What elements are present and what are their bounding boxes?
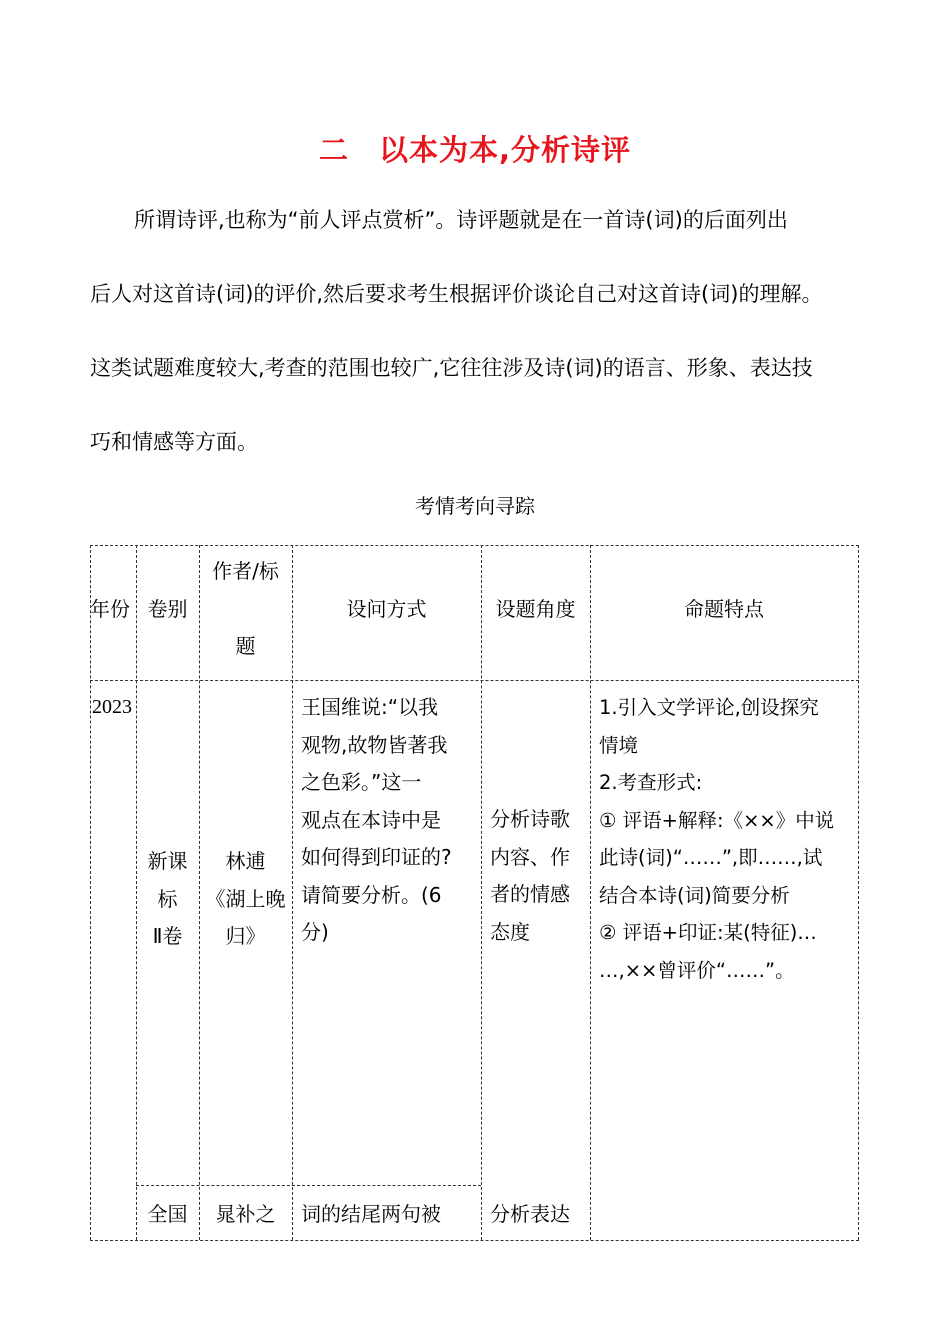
cell-features-line: 2.考查形式: [599,771,703,794]
section-heading: 二 以本为本,分析诗评 [318,133,632,167]
exam-trend-table [90,545,859,1240]
header-paper: 卷别 [147,597,188,621]
cell-paper-line: Ⅱ卷 [152,924,183,948]
cell-features-line: ① 评语+解释:《××》中说 [599,808,835,832]
header-question: 设问方式 [346,597,427,621]
cell-paper-line: 新课 [147,849,188,873]
header-features: 命题特点 [684,597,764,621]
cell-features-line: 此诗(词)“……”,即……,试 [599,846,823,869]
cell-author-title-2: 晁补之 [215,1202,276,1226]
header-author-title-line: 作者/标 [212,559,279,583]
header-year: 年份 [90,597,130,621]
header-angle: 设题角度 [495,597,576,621]
paragraph-line: 所谓诗评,也称为“前人评点赏析”。诗评题就是在一首诗(词)的后面列出 [134,208,788,232]
cell-paper-line: 标 [157,886,178,911]
cell-angle-line: 者的情感 [490,882,570,906]
table-caption: 考情考向寻踪 [415,494,535,518]
cell-paper-2: 全国 [147,1202,188,1226]
cell-features-line: 情境 [599,733,639,757]
paragraph-line: 巧和情感等方面。 [90,430,258,454]
header-author-title [199,553,292,665]
cell-features-line: 1.引入文学评论,创设探究 [599,696,819,719]
cell-year: 2023 [92,696,132,718]
cell-question-line: 请简要分析。(6 [301,882,442,907]
cell-features-line: 结合本诗(词)简要分析 [599,883,790,907]
cell-angle-line: 内容、作 [490,844,570,869]
cell-author-title-line: 《湖上晚 [205,886,286,911]
paragraph-line: 后人对这首诗(词)的评价,然后要求考生根据评价谈论自己对这首诗(词)的理解。 [90,282,823,306]
cell-features-line: …,××曾评价“……”。 [599,958,795,982]
cell-question-line: 观物,故物皆著我 [301,732,448,757]
cell-author-title-line: 林逋 [225,849,266,873]
cell-angle-line: 态度 [490,919,530,944]
cell-question-line: 分) [301,920,329,944]
cell-features [599,689,858,989]
cell-question-2: 词的结尾两句被 [301,1202,441,1226]
cell-question-line: 之色彩。”这一 [301,770,422,794]
cell-paper [136,843,199,956]
cell-features-line: ② 评语+印证:某(特征)… [599,921,817,944]
cell-question-line: 观点在本诗中是 [301,807,441,832]
cell-author-title [199,843,292,956]
cell-angle-2: 分析表达 [490,1202,570,1226]
cell-author-title-line: 归》 [225,924,266,948]
cell-angle [490,801,590,951]
header-author-title-line: 题 [235,633,256,658]
paragraph-line: 这类试题难度较大,考查的范围也较广,它往往涉及诗(词)的语言、形象、表达技 [90,356,813,380]
cell-question-line: 如何得到印证的? [301,845,452,869]
intro-paragraph [90,183,870,479]
cell-question [301,689,481,952]
cell-question-line: 王国维说:“以我 [301,695,439,719]
cell-angle-line: 分析诗歌 [490,807,570,831]
